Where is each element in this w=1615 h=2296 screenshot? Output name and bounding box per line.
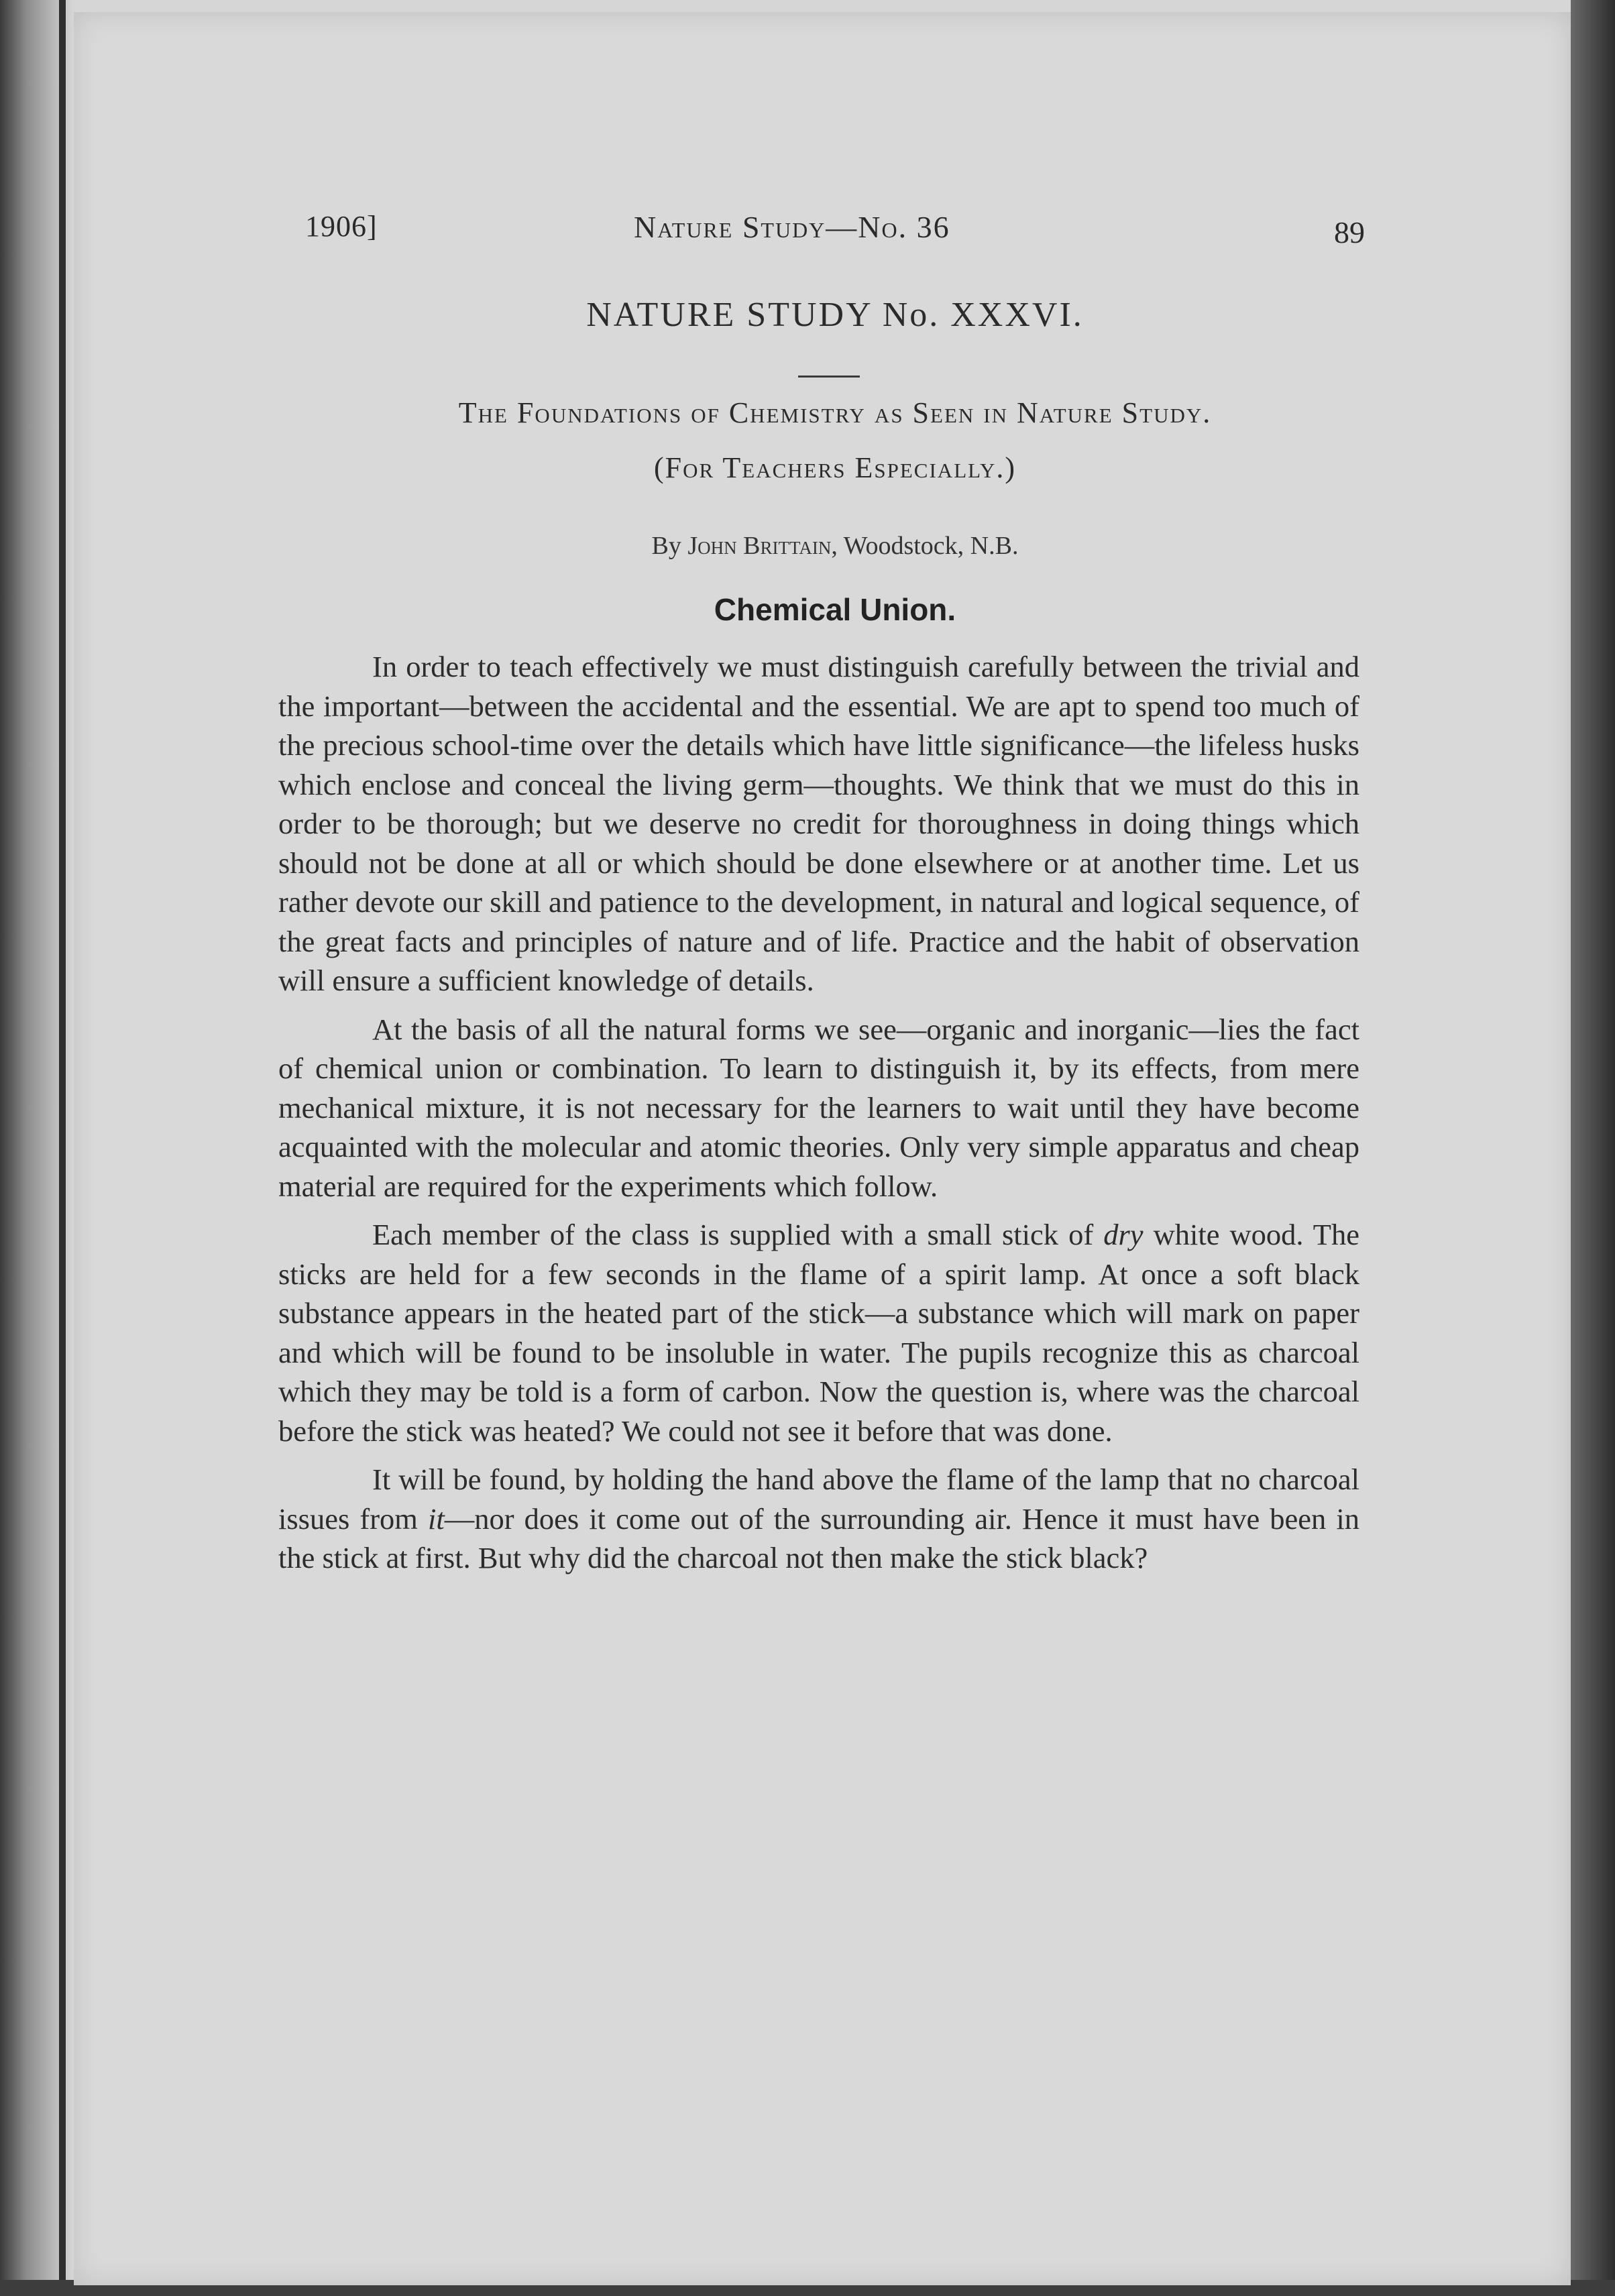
paragraph-3: [278, 1215, 1359, 1450]
header-year: 1906]: [305, 210, 378, 243]
section-heading: Chemical Union.: [714, 592, 956, 627]
paragraph-3-start: Each member of the class is supplied with a small stick of: [372, 1218, 1104, 1251]
paragraph-4-end: —nor does it come out of the surrounding air. Hence it must have been in the stick at first. But why did the charcoal not then make the stick black?: [278, 1501, 1360, 1574]
running-header: [305, 209, 1365, 256]
page-number: 89: [1334, 215, 1365, 249]
paragraph-4-emphasis: it: [428, 1501, 445, 1536]
title-divider: [798, 376, 860, 378]
article-title: NATURE STUDY No. XXXVI.: [586, 296, 1084, 334]
paragraph-4: [278, 1460, 1359, 1578]
article-body: [278, 647, 1359, 1587]
article-subtitle: The Foundations of Chemistry as Seen in Nature Study.: [458, 396, 1212, 429]
binding-edge: [59, 0, 66, 2296]
byline-prefix: By: [651, 532, 688, 560]
article-subtitle-note: (For Teachers Especially.): [654, 451, 1016, 484]
author-name: John Brittain: [687, 532, 832, 560]
byline: [305, 531, 1365, 561]
paragraph-3-emphasis: dry: [1103, 1218, 1144, 1251]
paragraph-1: In order to teach effectively we must distinguish carefully between the trivial and the important—between the accidental and the essential. We are apt to spend too much of the precious school-time over the details which have little significance—the lifeless husks which enclose and conceal the living germ—thoughts. We think that we must do this in order to be thorough; but we deserve no credit for thoroughness in doing things which should not be done at all or which should be done elsewhere or at another time. Let us rather devote our skill and patience to the development, in natural and logical sequence, of the great facts and principles of nature and of life. Practice and the habit of observation will ensure a sufficient knowledge of details.: [278, 650, 1359, 997]
paragraph-3-end: white wood. The sticks are held for a few seconds in the flame of a spirit lamp. At once a soft black substance appears in the heated part of the stick—a substance which will mark on paper and which will be found to be insoluble in water. The pupils recognize this as charcoal which they may be told is a form of carbon. Now the question is, where was the charcoal before the stick was heated? We could not see it before that was done.: [278, 1218, 1359, 1448]
right-page-edge: [1571, 0, 1615, 2296]
author-location: , Woodstock, N.B.: [831, 532, 1019, 560]
paragraph-2: At the basis of all the natural forms we see—organic and inorganic—lies the fact of chemical union or combination. To learn to distinguish it, by its effects, from mere mechanical mixture, it is not necessary for the learners to wait until they have become acquainted with the molecular and atomic theories. Only very simple apparatus and cheap material are required for the experiments which follow.: [278, 1012, 1359, 1203]
paragraph-4-start: It will be found, by holding the hand above the flame of the lamp that no charcoal issues from: [278, 1462, 1359, 1536]
header-running-title: Nature Study—No. 36: [634, 210, 950, 244]
